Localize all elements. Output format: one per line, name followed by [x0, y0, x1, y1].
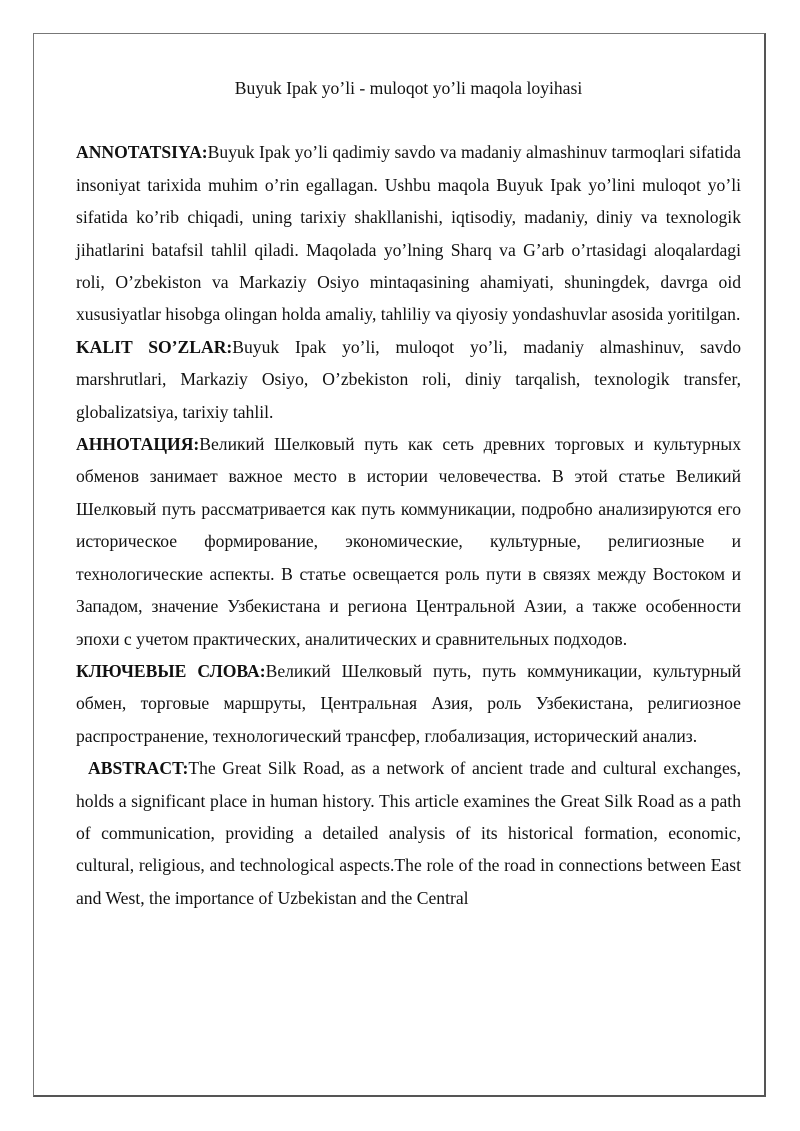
- keywords-uz-label: KALIT SO’ZLAR:: [76, 336, 233, 357]
- keywords-uz-paragraph: [76, 331, 741, 428]
- annotation-ru-paragraph: [76, 428, 741, 655]
- annotation-uz-label: ANNOTATSIYA:: [76, 142, 208, 163]
- annotation-uz-paragraph: [76, 136, 741, 330]
- keywords-ru-label: КЛЮЧЕВЫЕ СЛОВА:: [76, 660, 266, 681]
- keywords-uz-text: Buyuk Ipak yo’li, muloqot yo’li, madaniy almashinuv, savdo marshrutlari, Markaziy Osiyo, O’zbekiston roli, diniy tarqalish, texnologik transfer, globalizatsiya, tarixiy tahlil.: [76, 336, 741, 422]
- abstract-en-paragraph: [76, 752, 741, 914]
- abstract-en-text: The Great Silk Road, as a network of ancient trade and cultural exchanges, holds a significant place in human history. This article examines the Great Silk Road as a path of communication, providing a detailed analysis of its historical formation, economic, cultural, religious, and technological aspects.The role of the road in connections between East and West, the importance of Uzbekistan and the Central: [76, 758, 741, 908]
- annotation-ru-label: АННОТАЦИЯ:: [76, 434, 200, 455]
- keywords-ru-text: Великий Шелковый путь, путь коммуникации, культурный обмен, торговые маршруты, Центральная Азия, роль Узбекистана, религиозное распространение, технологический трансфер, глобализация, исторический анализ.: [76, 660, 741, 746]
- document-body: [76, 72, 741, 914]
- annotation-ru-text: Великий Шелковый путь как сеть древних торговых и культурных обменов занимает важное место в истории человечества. В этой статье Великий Шелковый путь рассматривается как путь коммуникации, подробно анализируются его историческое формирование, экономические, культурные, религиозные и технологические аспекты. В статье освещается роль пути в связях между Востоком и Западом, значение Узбекистана и региона Центральной Азии, а также особенности эпохи с учетом практических, аналитических и сравнительных подходов.: [76, 434, 741, 649]
- abstract-en-label: ABSTRACT:: [88, 758, 189, 779]
- document-title: Buyuk Ipak yo’li - muloqot yo’li maqola loyihasi: [234, 78, 583, 98]
- keywords-ru-paragraph: [76, 655, 741, 752]
- annotation-uz-text: Buyuk Ipak yo’li qadimiy savdo va madaniy almashinuv tarmoqlari sifatida insoniyat tarixida muhim o’rin egallagan. Ushbu maqola Buyuk Ipak yo’lini muloqot yo’li sifatida ko’rib chiqadi, uning tarixiy shakllanishi, iqtisodiy, madaniy, diniy va texnologik jihatlarini batafsil tahlil qiladi. Maqolada yo’lning Sharq va G’arb o’rtasidagi aloqalardagi roli, O’zbekiston va Markaziy Osiyo mintaqasining ahamiyati, shuningdek, davrga oid xususiyatlar hisobga olingan holda amaliy, tahliliy va qiyosiy yondashuvlar asosida yoritilgan.: [76, 142, 741, 325]
